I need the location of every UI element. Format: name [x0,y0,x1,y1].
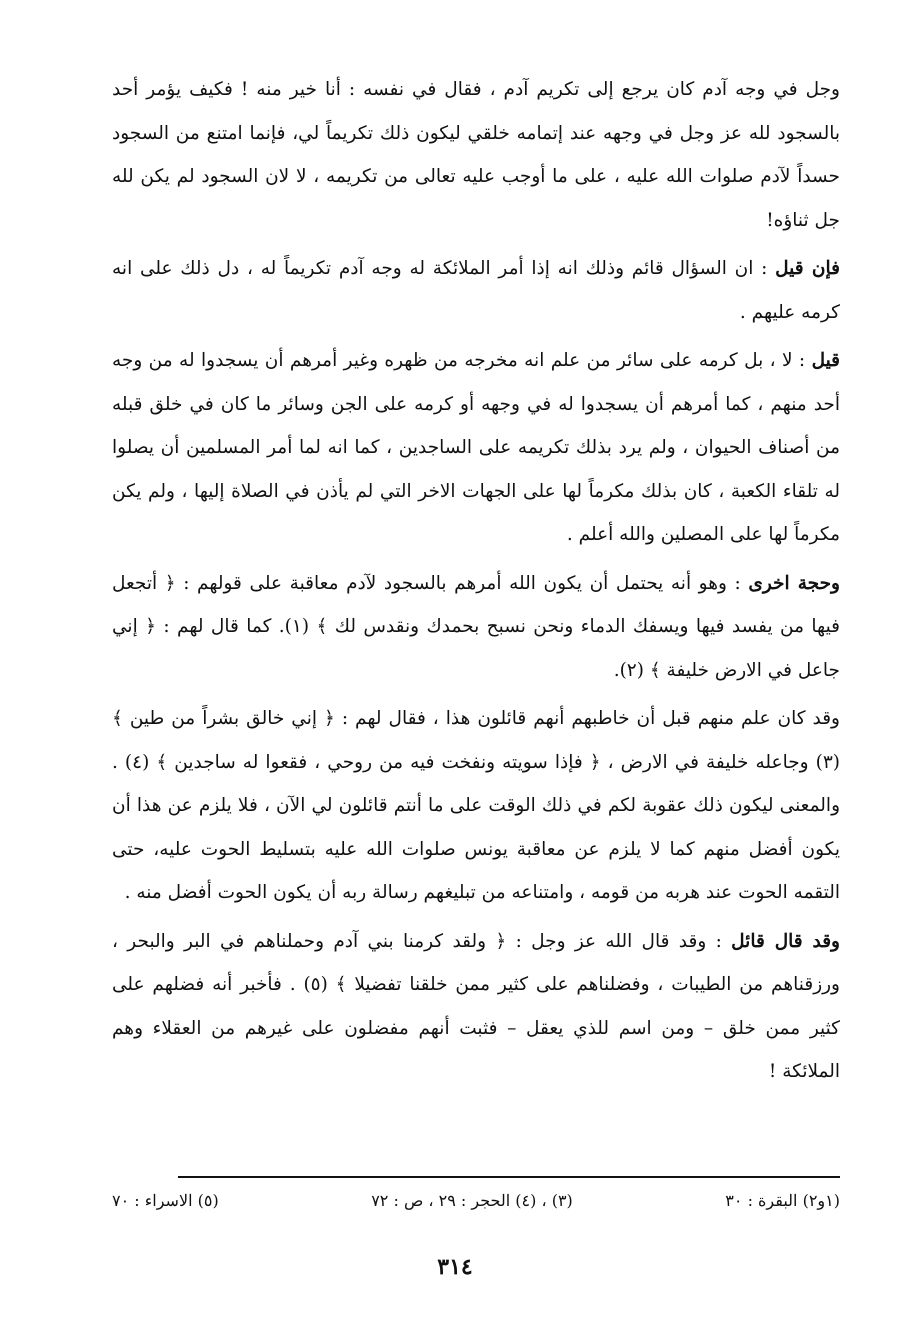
footnote-divider [178,1176,840,1178]
footnotes [112,1188,840,1214]
paragraph-3-text: : لا ، بل كرمه على سائر من علم انه مخرجه من ظهره وغير أمرهم أن يسجدوا له من وجه أحد منهم ، كما أمرهم أن يسجدوا له في وجهه أو كرمه على الجن وسائر ما كان في خلق قبله من أصناف الحيوان ، ولم يرد بذلك تكريمه على الساجدين ، كما انه لما أمر المسلمين أن يصلوا له تلقاء الكعبة ، كان بذلك مكرماً لها على الجهات الاخر التي لم يأذن في الصلاة إليها ، ولم يكن مكرماً لها على المصلين والله أعلم . [112,350,840,545]
paragraph-4 [112,562,840,693]
paragraph-2-lead: فإن قيل [775,258,840,279]
book-page [0,68,910,1339]
paragraph-1-text: وجل في وجه آدم كان يرجع إلى تكريم آدم ، فقال في نفسه : أنا خير منه ! فكيف يؤمر أحد بالسجود لله عز وجل في وجهه عند إتمامه خلقي ليكون ذلك تكريماً لي، فإنما امتنع من السجود حسداً لآدم صلوات الله عليه ، على ما أوجب عليه تعالى من تكريمه ، لا لان السجود لم يكن لله جل ثناؤه! [112,79,840,231]
paragraph-5-text: وقد كان علم منهم قبل أن خاطبهم أنهم قائلون هذا ، فقال لهم : ﴿ إني خالق بشراً من طين ﴾ (٣) وجاعله خليفة في الارض ، ﴿ فإذا سويته ونفخت فيه من روحي ، فقعوا له ساجدين ﴾ (٤) . والمعنى ليكون ذلك عقوبة لكم في ذلك الوقت على ما أنتم قائلون لي الآن ، فلا يلزم عن هذا أن يكون أفضل منهم كما لا يلزم عن معاقبة يونس صلوات الله عليه بتسليط الحوت عليه، حتى التقمه الحوت عند هربه من قومه ، وامتناعه من تبليغهم رسالة ربه أن يكون الحوت أفضل منه . [112,708,840,903]
paragraph-1 [112,68,840,242]
paragraph-4-text: : وهو أنه يحتمل أن يكون الله أمرهم بالسجود لآدم معاقبة على قولهم : ﴿ أتجعل فيها من يفسد فيها ويسفك الدماء ونحن نسبح بحمدك ونقدس لك ﴾ (١). كما قال لهم : ﴿ إني جاعل في الارض خليفة ﴾ (٢). [112,572,841,681]
paragraph-6-text: : وقد قال الله عز وجل : ﴿ ولقد كرمنا بني آدم وحملناهم في البر والبحر ، ورزقناهم من الطيبات ، وفضلناهم على كثير ممن خلقنا تفضيلا ﴾ (٥) . فأخبر أنه فضلهم على كثير ممن خلق – ومن اسم للذي يعقل – فثبت أنهم مفضلون على غيرهم من العقلاء وهم الملائكة ! [112,930,840,1082]
footnote-5: (٥) الاسراء : ٧٠ [112,1191,219,1210]
body-text [112,68,840,1099]
page-number: ٣١٤ [437,1254,473,1280]
paragraph-3 [112,339,840,557]
paragraph-2-text: : ان السؤال قائم وذلك انه إذا أمر الملائكة له وجه آدم تكريماً له ، دل ذلك على انه كرمه عليهم . [112,258,840,323]
footnote-1-2: (١و٢) البقرة : ٣٠ [725,1191,840,1210]
paragraph-6 [112,920,840,1094]
paragraph-4-lead: وحجة اخرى [748,572,840,594]
paragraph-6-lead: وقد قال قائل [731,930,840,952]
paragraph-5 [112,697,840,915]
footnote-3-4: (٣) ، (٤) الحجر : ٢٩ ، ص : ٧٢ [371,1191,573,1210]
paragraph-3-lead: قيل [811,350,840,371]
paragraph-2 [112,247,840,334]
